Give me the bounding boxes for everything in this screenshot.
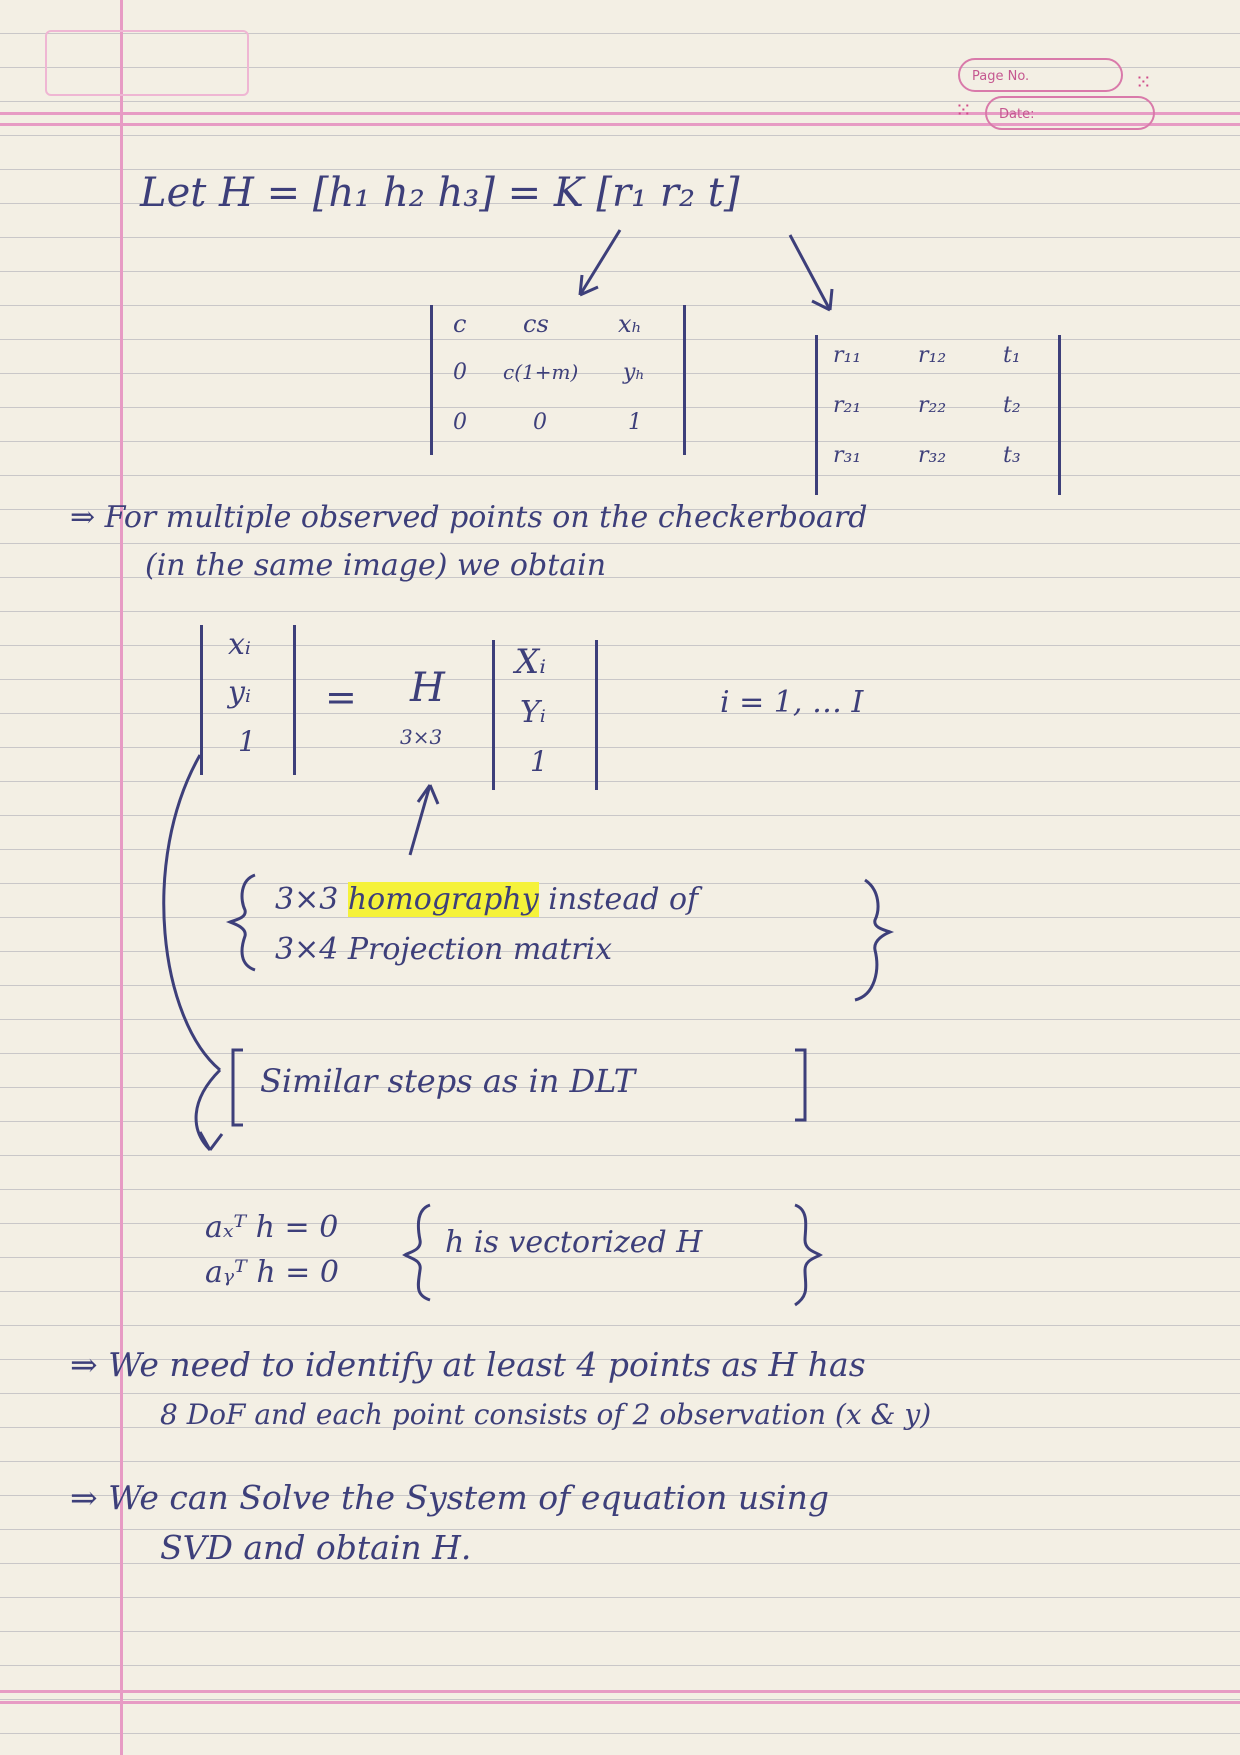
homography-definition: Let H = [h₁ h₂ h₃] = K [r₁ r₂ t]	[140, 170, 740, 216]
matrix-cell: t₁	[1003, 343, 1021, 368]
highlighted-term: homography	[347, 882, 539, 917]
matrix-cell: c	[453, 310, 467, 338]
decor-dots-icon: ⁙	[1135, 70, 1152, 94]
date-field	[985, 96, 1155, 130]
decor-dots-icon: ⁙	[955, 98, 972, 122]
vector-cell: Xᵢ	[515, 642, 547, 682]
note-line: ⇒ We need to identify at least 4 points as H has	[70, 1345, 866, 1384]
vector-cell: 1	[530, 745, 548, 778]
homography-size: 3×3	[400, 725, 443, 749]
brace-line-a	[275, 882, 698, 917]
matrix-cell: 0	[533, 410, 547, 435]
page-no-field	[958, 58, 1123, 92]
note-line: ⇒ For multiple observed points on the checkerboard	[70, 500, 868, 535]
similar-steps-note: Similar steps as in DLT	[260, 1062, 636, 1100]
world-point-vector	[492, 640, 598, 790]
matrix-cell: t₃	[1003, 443, 1021, 468]
matrix-cell: yₕ	[623, 360, 645, 385]
constraint-x: aₓᵀ h = 0	[205, 1210, 339, 1245]
matrix-cell: r₃₁	[833, 443, 862, 468]
note-line: SVD and obtain H.	[160, 1528, 472, 1567]
matrix-cell: xₕ	[618, 310, 642, 338]
vector-cell: 1	[238, 725, 256, 758]
footer-rule	[0, 1690, 1240, 1704]
matrix-cell: cs	[523, 310, 549, 338]
matrix-cell: r₁₁	[833, 343, 862, 368]
vector-cell: yᵢ	[228, 675, 251, 710]
vectorized-note: h is vectorized H	[445, 1225, 703, 1260]
matrix-cell: r₃₂	[918, 443, 947, 468]
date-label: Date:	[999, 107, 1035, 122]
equals-sign: =	[325, 675, 357, 719]
notebook-logo	[45, 30, 249, 96]
homography-symbol: H	[410, 665, 445, 711]
matrix-cell: t₂	[1003, 393, 1021, 418]
matrix-cell: c(1+m)	[503, 360, 579, 384]
page-no-label: Page No.	[972, 69, 1030, 84]
note-line: (in the same image) we obtain	[145, 548, 607, 583]
matrix-cell: 0	[453, 410, 467, 435]
matrix-cell: 1	[628, 410, 642, 435]
note-line: ⇒ We can Solve the System of equation using	[70, 1478, 829, 1517]
matrix-cell: r₂₁	[833, 393, 862, 418]
vector-cell: xᵢ	[228, 627, 251, 662]
intrinsic-matrix	[430, 305, 686, 455]
matrix-cell: 0	[453, 360, 467, 385]
brace-text: instead of	[538, 882, 699, 917]
constraint-y: aᵧᵀ h = 0	[205, 1255, 339, 1290]
index-range: i = 1, … I	[720, 685, 864, 720]
vector-cell: Yᵢ	[520, 695, 546, 730]
note-line: 8 DoF and each point consists of 2 observation (x & y)	[160, 1398, 932, 1431]
matrix-cell: r₁₂	[918, 343, 947, 368]
extrinsic-matrix	[815, 335, 1061, 495]
brace-line-b: 3×4 Projection matrix	[275, 932, 613, 967]
matrix-cell: r₂₂	[918, 393, 947, 418]
size-text: 3×3	[275, 882, 348, 917]
